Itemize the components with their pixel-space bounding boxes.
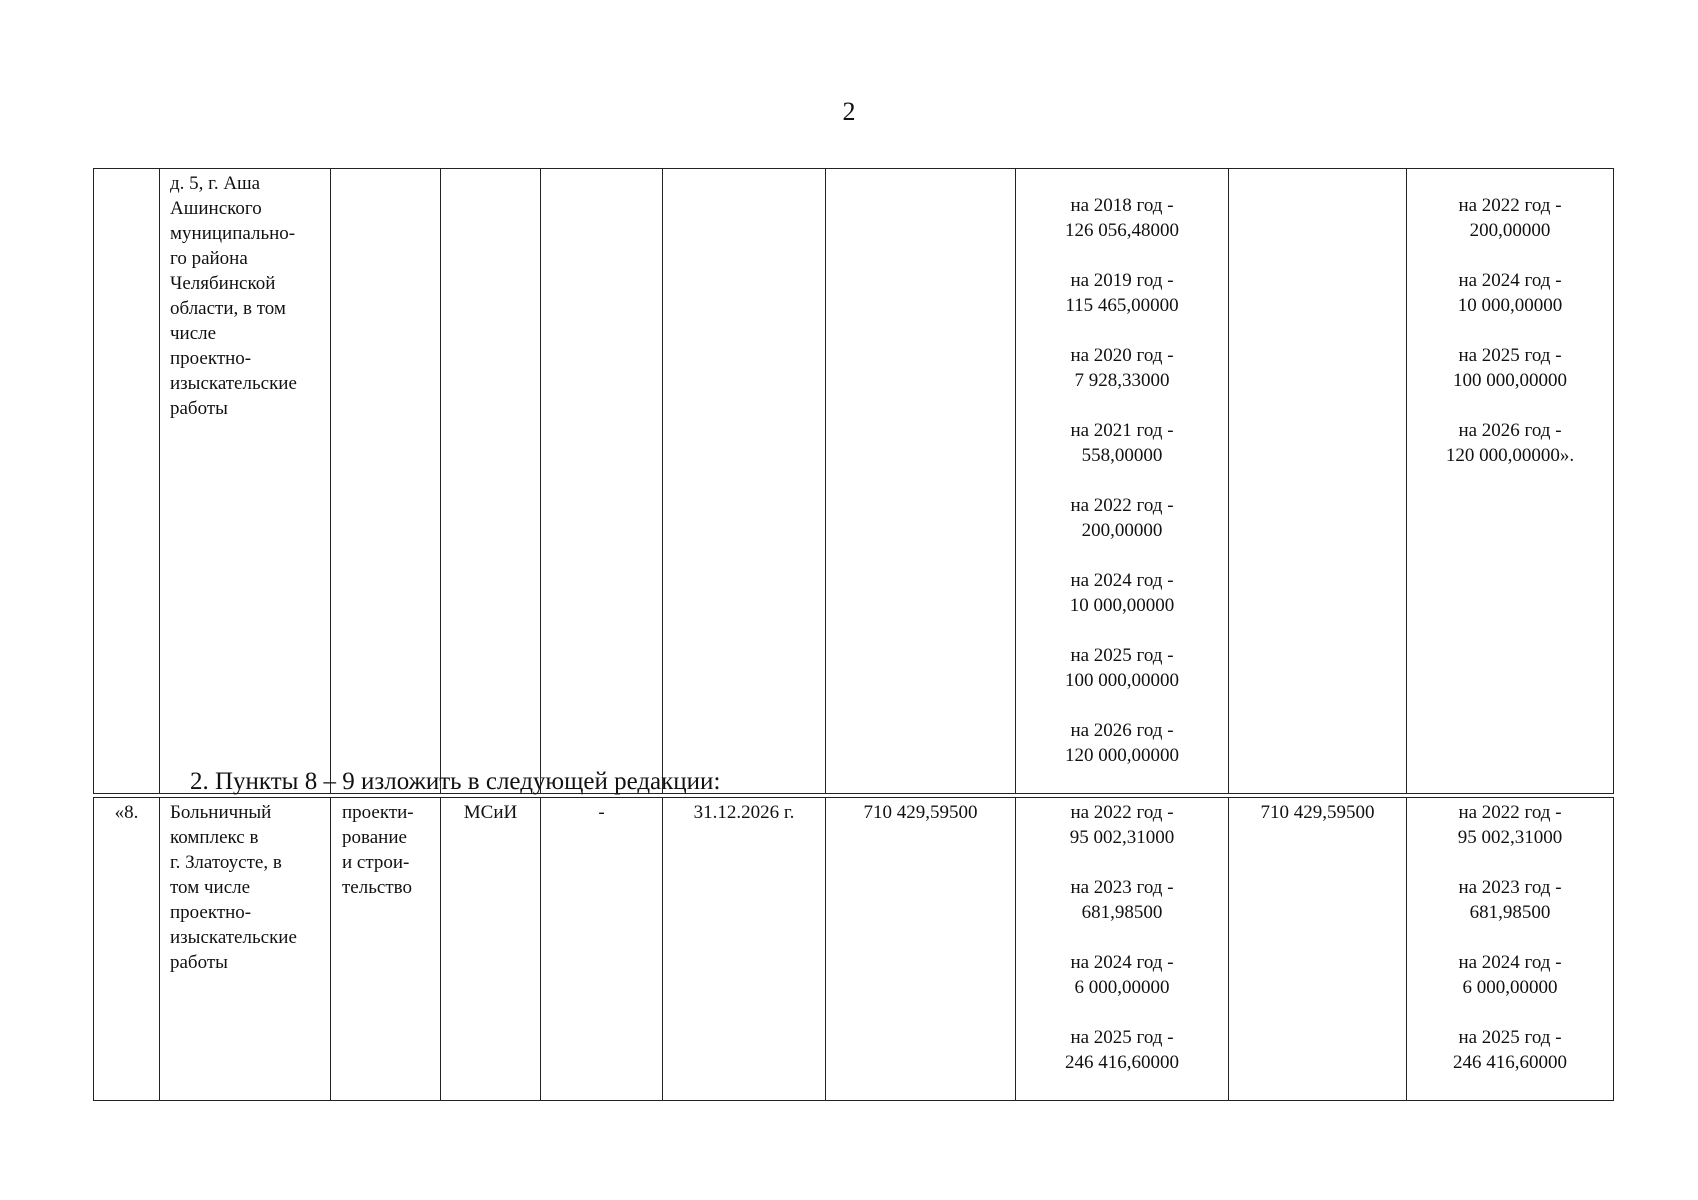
amount-value: 115 465,00000 — [1065, 295, 1179, 316]
text-line: работы — [170, 398, 228, 419]
year-label: на 2023 год - — [1070, 877, 1174, 898]
amount-value: 10 000,00000 — [1069, 595, 1175, 616]
funding-list — [1016, 798, 1228, 1075]
deadline-cell — [663, 798, 826, 1101]
text-line: изыскательские — [170, 927, 297, 948]
text-line: изыскательские — [170, 373, 297, 394]
text-line: проектно- — [170, 348, 252, 369]
continued-table — [93, 168, 1614, 794]
amount-value: 200,00000 — [1469, 220, 1551, 241]
amount-entry — [1016, 418, 1228, 468]
amount-entry — [1407, 1025, 1613, 1075]
deadline: 31.12.2026 г. — [693, 802, 795, 823]
text-line: тельство — [342, 877, 412, 898]
amount-value: 6 000,00000 — [1462, 977, 1558, 998]
text-line: Ашинского — [170, 198, 262, 219]
object-name — [160, 798, 330, 975]
year-label: на 2022 год - — [1070, 495, 1174, 516]
year-label: на 2025 год - — [1070, 645, 1174, 666]
year-label: на 2020 год - — [1070, 345, 1174, 366]
dash-cell — [541, 169, 663, 794]
dash-cell — [541, 798, 663, 1101]
year-label: на 2019 год - — [1070, 270, 1174, 291]
amount-entry — [1016, 643, 1228, 693]
funding-list — [1016, 169, 1228, 768]
amount-value: 100 000,00000 — [1065, 670, 1179, 691]
amount-entry — [1407, 875, 1613, 925]
amount-value: 7 928,33000 — [1074, 370, 1170, 391]
amount-entry — [1016, 875, 1228, 925]
amount-entry — [1407, 800, 1613, 850]
year-label: на 2025 год - — [1458, 345, 1562, 366]
funding-by-year-cell — [1016, 169, 1229, 794]
year-label: на 2024 год - — [1458, 270, 1562, 291]
remaining-cost: 710 429,59500 — [1260, 802, 1375, 823]
amount-value: 200,00000 — [1081, 520, 1163, 541]
remaining-cost-cell — [1229, 798, 1407, 1101]
customer: МСиИ — [463, 802, 518, 823]
amount-value: 246 416,60000 — [1065, 1052, 1179, 1073]
instruction-text: 2. Пункты 8 – 9 изложить в следующей редакции: — [190, 768, 721, 795]
remaining-cost-cell — [1229, 169, 1407, 794]
year-label: на 2025 год - — [1458, 1027, 1562, 1048]
number-cell — [94, 169, 160, 794]
amount-value: 120 000,00000». — [1445, 445, 1575, 466]
amount-entry — [1407, 268, 1613, 318]
amount-value: 126 056,48000 — [1065, 220, 1179, 241]
page-number: 2 — [842, 97, 856, 126]
amount-value: 10 000,00000 — [1457, 295, 1563, 316]
amount-value: 246 416,60000 — [1453, 1052, 1567, 1073]
work-type-cell — [331, 169, 441, 794]
text-line: том числе — [170, 877, 251, 898]
funding-by-year-cell — [1016, 798, 1229, 1101]
amount-entry — [1407, 193, 1613, 243]
amount-entry — [1016, 718, 1228, 768]
amount-value: 6 000,00000 — [1074, 977, 1170, 998]
year-label: на 2025 год - — [1070, 1027, 1174, 1048]
amount-entry — [1016, 950, 1228, 1000]
text-line: г. Златоусте, в — [170, 852, 282, 873]
object-name — [160, 169, 330, 421]
year-label: на 2022 год - — [1458, 802, 1562, 823]
customer-cell — [441, 798, 541, 1101]
row-number: «8. — [114, 802, 139, 823]
estimated-cost-cell — [826, 169, 1016, 794]
amount-entry — [1016, 268, 1228, 318]
year-label: на 2018 год - — [1070, 195, 1174, 216]
year-label: на 2023 год - — [1458, 877, 1562, 898]
text-line: проекти- — [342, 802, 414, 823]
amount-value: 95 002,31000 — [1457, 827, 1563, 848]
text-line: и строи- — [342, 852, 410, 873]
remaining-by-year-cell — [1407, 169, 1614, 794]
year-label: на 2022 год - — [1458, 195, 1562, 216]
remaining-list — [1407, 798, 1613, 1075]
row-8-table — [93, 797, 1614, 1101]
work-type — [331, 798, 440, 900]
year-label: на 2024 год - — [1070, 952, 1174, 973]
amount-entry — [1016, 1025, 1228, 1075]
amount-entry — [1016, 568, 1228, 618]
year-label: на 2026 год - — [1070, 720, 1174, 741]
amount-entry — [1016, 493, 1228, 543]
object-name-cell — [160, 798, 331, 1101]
number-cell — [94, 798, 160, 1101]
text-line: работы — [170, 952, 228, 973]
table-row — [94, 798, 1614, 1101]
amount-entry — [1407, 418, 1613, 468]
text-line: Больничный — [170, 802, 272, 823]
object-name-cell — [160, 169, 331, 794]
amount-entry — [1016, 193, 1228, 243]
table-row — [94, 169, 1614, 794]
remaining-by-year-cell — [1407, 798, 1614, 1101]
amount-entry — [1407, 950, 1613, 1000]
amount-entry — [1016, 800, 1228, 850]
amount-entry — [1016, 343, 1228, 393]
amount-value: 681,98500 — [1081, 902, 1163, 923]
text-line: проектно- — [170, 902, 252, 923]
year-label: на 2021 год - — [1070, 420, 1174, 441]
text-line: Челябинской — [170, 273, 276, 294]
year-label: на 2024 год - — [1070, 570, 1174, 591]
text-line: д. 5, г. Аша — [170, 173, 261, 194]
text-line: области, в том — [170, 298, 286, 319]
text-line: числе — [170, 323, 217, 344]
amount-value: 681,98500 — [1469, 902, 1551, 923]
amount-value: 95 002,31000 — [1069, 827, 1175, 848]
customer-cell — [441, 169, 541, 794]
deadline-cell — [663, 169, 826, 794]
amount-value: 120 000,00000 — [1065, 745, 1179, 766]
estimated-cost-cell — [826, 798, 1016, 1101]
remaining-list — [1407, 169, 1613, 468]
year-label: на 2026 год - — [1458, 420, 1562, 441]
text-line: муниципально- — [170, 223, 296, 244]
dash-value: - — [598, 802, 605, 823]
year-label: на 2022 год - — [1070, 802, 1174, 823]
text-line: комплекс в — [170, 827, 259, 848]
year-label: на 2024 год - — [1458, 952, 1562, 973]
work-type-cell — [331, 798, 441, 1101]
estimated-cost: 710 429,59500 — [863, 802, 978, 823]
amount-entry — [1407, 343, 1613, 393]
amount-value: 558,00000 — [1081, 445, 1163, 466]
text-line: рование — [342, 827, 407, 848]
amount-value: 100 000,00000 — [1453, 370, 1567, 391]
text-line: го района — [170, 248, 248, 269]
